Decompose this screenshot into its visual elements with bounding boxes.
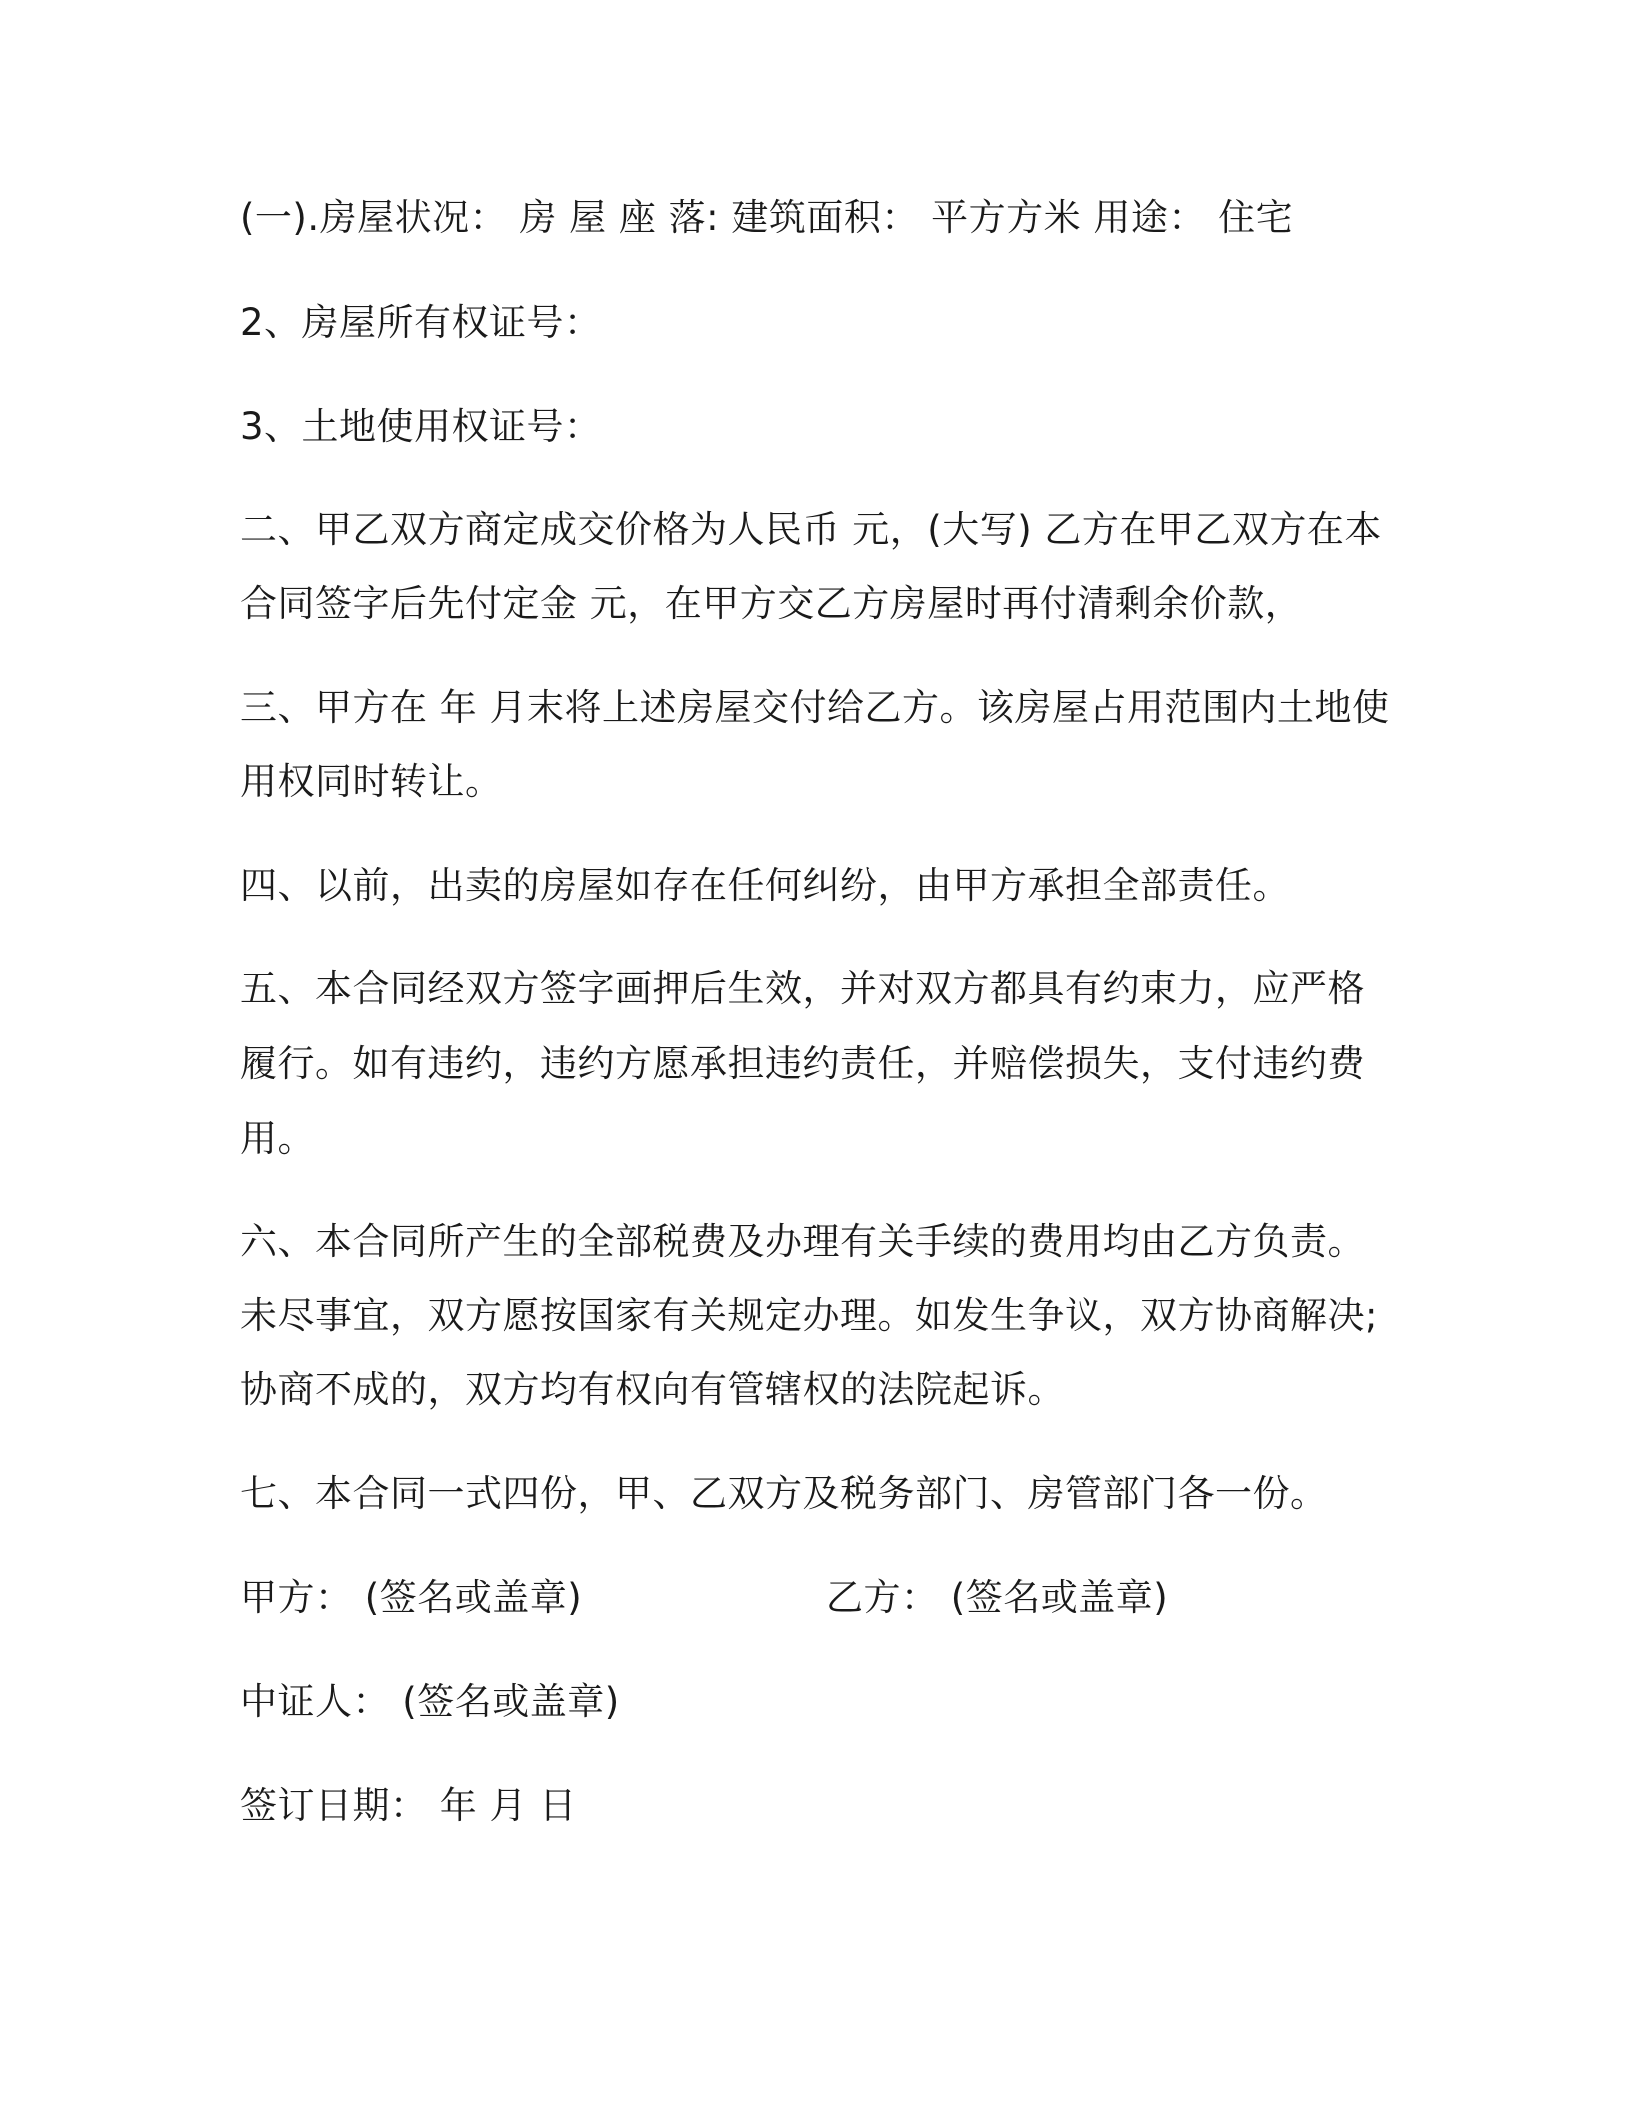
clause-5-line-3: 用。	[240, 1117, 315, 1160]
clause-7-line: 七、本合同一式四份，甲、乙双方及税务部门、房管部门各一份。	[240, 1472, 1328, 1515]
clause-6-supplement-1: 未尽事宜，双方愿按国家有关规定办理。如发生争议，双方协商解决;	[240, 1294, 1378, 1337]
clause-6-line: 六、本合同所产生的全部税费及办理有关手续的费用均由乙方负责。	[240, 1220, 1365, 1263]
clause-3-line-1: 三、甲方在 年 月末将上述房屋交付给乙方。该房屋占用范围内土地使	[240, 686, 1390, 729]
party-a-signature: 甲方： (签名或盖章)	[240, 1576, 583, 1619]
clause-6-supplement-2: 协商不成的，双方均有权向有管辖权的法院起诉。	[240, 1368, 1065, 1411]
signing-date: 签订日期： 年 月 日	[240, 1784, 577, 1827]
witness-signature: 中证人： (签名或盖章)	[240, 1680, 620, 1723]
party-b-signature: 乙方： (签名或盖章)	[826, 1576, 1169, 1619]
clause-2-line-1: 二、甲乙双方商定成交价格为人民币 元，(大写) 乙方在甲乙双方在本	[240, 508, 1382, 551]
clause-4-line: 四、以前，出卖的房屋如存在任何纠纷，由甲方承担全部责任。	[240, 864, 1290, 907]
clause-3-line-2: 用权同时转让。	[240, 760, 503, 803]
land-cert-line: 3、土地使用权证号：	[240, 405, 602, 448]
ownership-cert-line: 2、房屋所有权证号：	[240, 301, 602, 344]
clause-5-line-2: 履行。如有违约，违约方愿承担违约责任，并赔偿损失，支付违约费	[240, 1042, 1365, 1085]
clause-5-line-1: 五、本合同经双方签字画押后生效，并对双方都具有约束力，应严格	[240, 967, 1365, 1010]
clause-2-line-2: 合同签字后先付定金 元，在甲方交乙方房屋时再付清剩余价款，	[240, 582, 1303, 625]
house-status-line: (一).房屋状况： 房 屋 座 落: 建筑面积： 平方方米 用途： 住宅	[240, 196, 1294, 239]
